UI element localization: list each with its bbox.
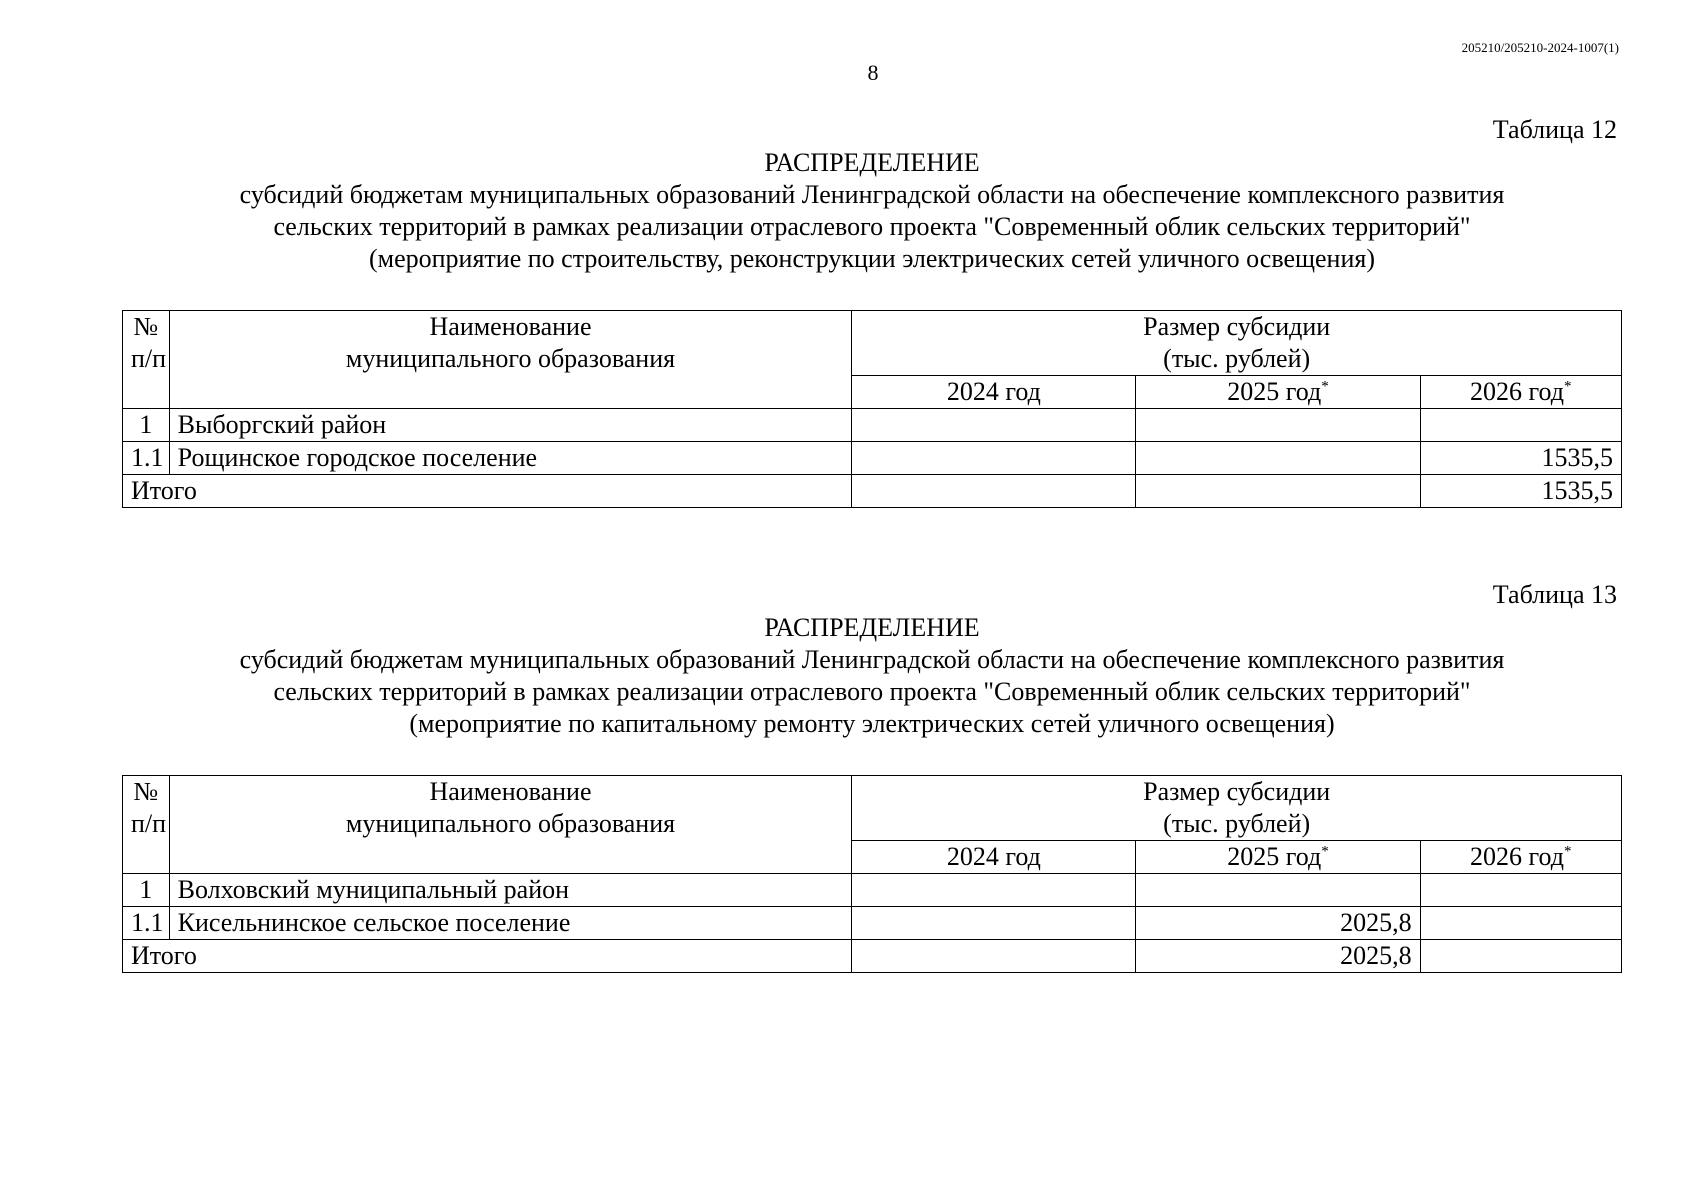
table-subtitle-line-2: сельских территорий в рамках реализации отраслевого проекта "Современный облик сельских территорий" — [273, 677, 1471, 706]
header-year-2026: 2026 год* — [1420, 376, 1621, 409]
row-municipality: Выборгский район — [169, 409, 852, 442]
header-name-line-1: Наименование — [429, 777, 592, 806]
header-size-line-1: Размер субсидии — [1143, 777, 1331, 806]
footnote-mark: * — [1564, 378, 1572, 395]
row-value-2024 — [852, 442, 1136, 475]
row-value-2024 — [852, 409, 1136, 442]
footnote-mark: * — [1321, 843, 1329, 860]
header-name-line-1: Наименование — [429, 312, 592, 341]
row-number: 1 — [123, 874, 170, 907]
row-number: 1.1 — [123, 442, 170, 475]
total-label: Итого — [123, 475, 852, 508]
header-row — [123, 776, 1622, 841]
table-subtitle-line-1: субсидий бюджетам муниципальных образований Ленинградской области на обеспечение комплексного развития — [239, 180, 1505, 209]
row-value-2025 — [1136, 409, 1420, 442]
row-value-2026 — [1420, 874, 1621, 907]
row-municipality: Кисельнинское сельское поселение — [169, 907, 852, 940]
header-size-line-2: (тыс. рублей) — [1163, 809, 1311, 838]
row-value-2026 — [1420, 907, 1621, 940]
row-value-2026: 1535,5 — [1420, 442, 1621, 475]
header-year-2025: 2025 год* — [1136, 841, 1420, 874]
header-year-2026: 2026 год* — [1420, 841, 1621, 874]
header-name-line-2: муниципального образования — [345, 809, 676, 838]
subsidy-table — [122, 775, 1622, 973]
header-year-2024: 2024 год — [852, 376, 1136, 409]
header-name — [169, 776, 852, 874]
row-value-2024 — [852, 874, 1136, 907]
total-value-2025: 2025,8 — [1136, 940, 1420, 973]
table-title-block — [120, 147, 1624, 275]
table-label: Таблица 13 — [1492, 580, 1617, 609]
row-value-2025: 2025,8 — [1136, 907, 1420, 940]
table-subtitle-line-3: (мероприятие по строительству, реконструкции электрических сетей уличного освещения) — [368, 244, 1375, 273]
total-value-2026 — [1420, 940, 1621, 973]
header-year-2025: 2025 год* — [1136, 376, 1420, 409]
total-row — [123, 475, 1622, 508]
header-subsidy-size — [852, 311, 1622, 376]
header-number-line-2: п/п — [131, 809, 167, 838]
row-value-2026 — [1420, 409, 1621, 442]
total-row — [123, 940, 1622, 973]
header-name-line-2: муниципального образования — [345, 344, 676, 373]
header-size-line-2: (тыс. рублей) — [1163, 344, 1311, 373]
table-row — [123, 907, 1622, 940]
table-title: РАСПРЕДЕЛЕНИЕ — [764, 613, 980, 642]
document-id: 205210/205210-2024-1007(1) — [1461, 40, 1619, 55]
header-subsidy-size — [852, 776, 1622, 841]
row-municipality: Рощинское городское поселение — [169, 442, 852, 475]
table-title-block — [120, 612, 1624, 740]
header-name — [169, 311, 852, 409]
total-value-2026: 1535,5 — [1420, 475, 1621, 508]
footnote-mark: * — [1321, 378, 1329, 395]
total-value-2024 — [852, 475, 1136, 508]
header-number-line-1: № — [133, 777, 159, 806]
row-number: 1.1 — [123, 907, 170, 940]
footnote-mark: * — [1564, 843, 1572, 860]
table-subtitle-line-3: (мероприятие по капитальному ремонту электрических сетей уличного освещения) — [409, 709, 1335, 738]
header-number — [123, 776, 170, 874]
page-number: 8 — [867, 60, 879, 85]
row-number: 1 — [123, 409, 170, 442]
row-value-2025 — [1136, 874, 1420, 907]
header-number — [123, 311, 170, 409]
subsidy-table — [122, 310, 1622, 508]
header-row — [123, 311, 1622, 376]
row-value-2025 — [1136, 442, 1420, 475]
table-row — [123, 874, 1622, 907]
header-size-line-1: Размер субсидии — [1143, 312, 1331, 341]
table-subtitle-line-2: сельских территорий в рамках реализации отраслевого проекта "Современный облик сельских территорий" — [273, 212, 1471, 241]
table-row — [123, 442, 1622, 475]
header-number-line-1: № — [133, 312, 159, 341]
table-row — [123, 409, 1622, 442]
row-value-2024 — [852, 907, 1136, 940]
header-year-2024: 2024 год — [852, 841, 1136, 874]
header-number-line-2: п/п — [131, 344, 167, 373]
table-subtitle-line-1: субсидий бюджетам муниципальных образований Ленинградской области на обеспечение комплексного развития — [239, 645, 1505, 674]
total-label: Итого — [123, 940, 852, 973]
total-value-2025 — [1136, 475, 1420, 508]
table-title: РАСПРЕДЕЛЕНИЕ — [764, 148, 980, 177]
row-municipality: Волховский муниципальный район — [169, 874, 852, 907]
table-label: Таблица 12 — [1492, 115, 1617, 144]
total-value-2024 — [852, 940, 1136, 973]
